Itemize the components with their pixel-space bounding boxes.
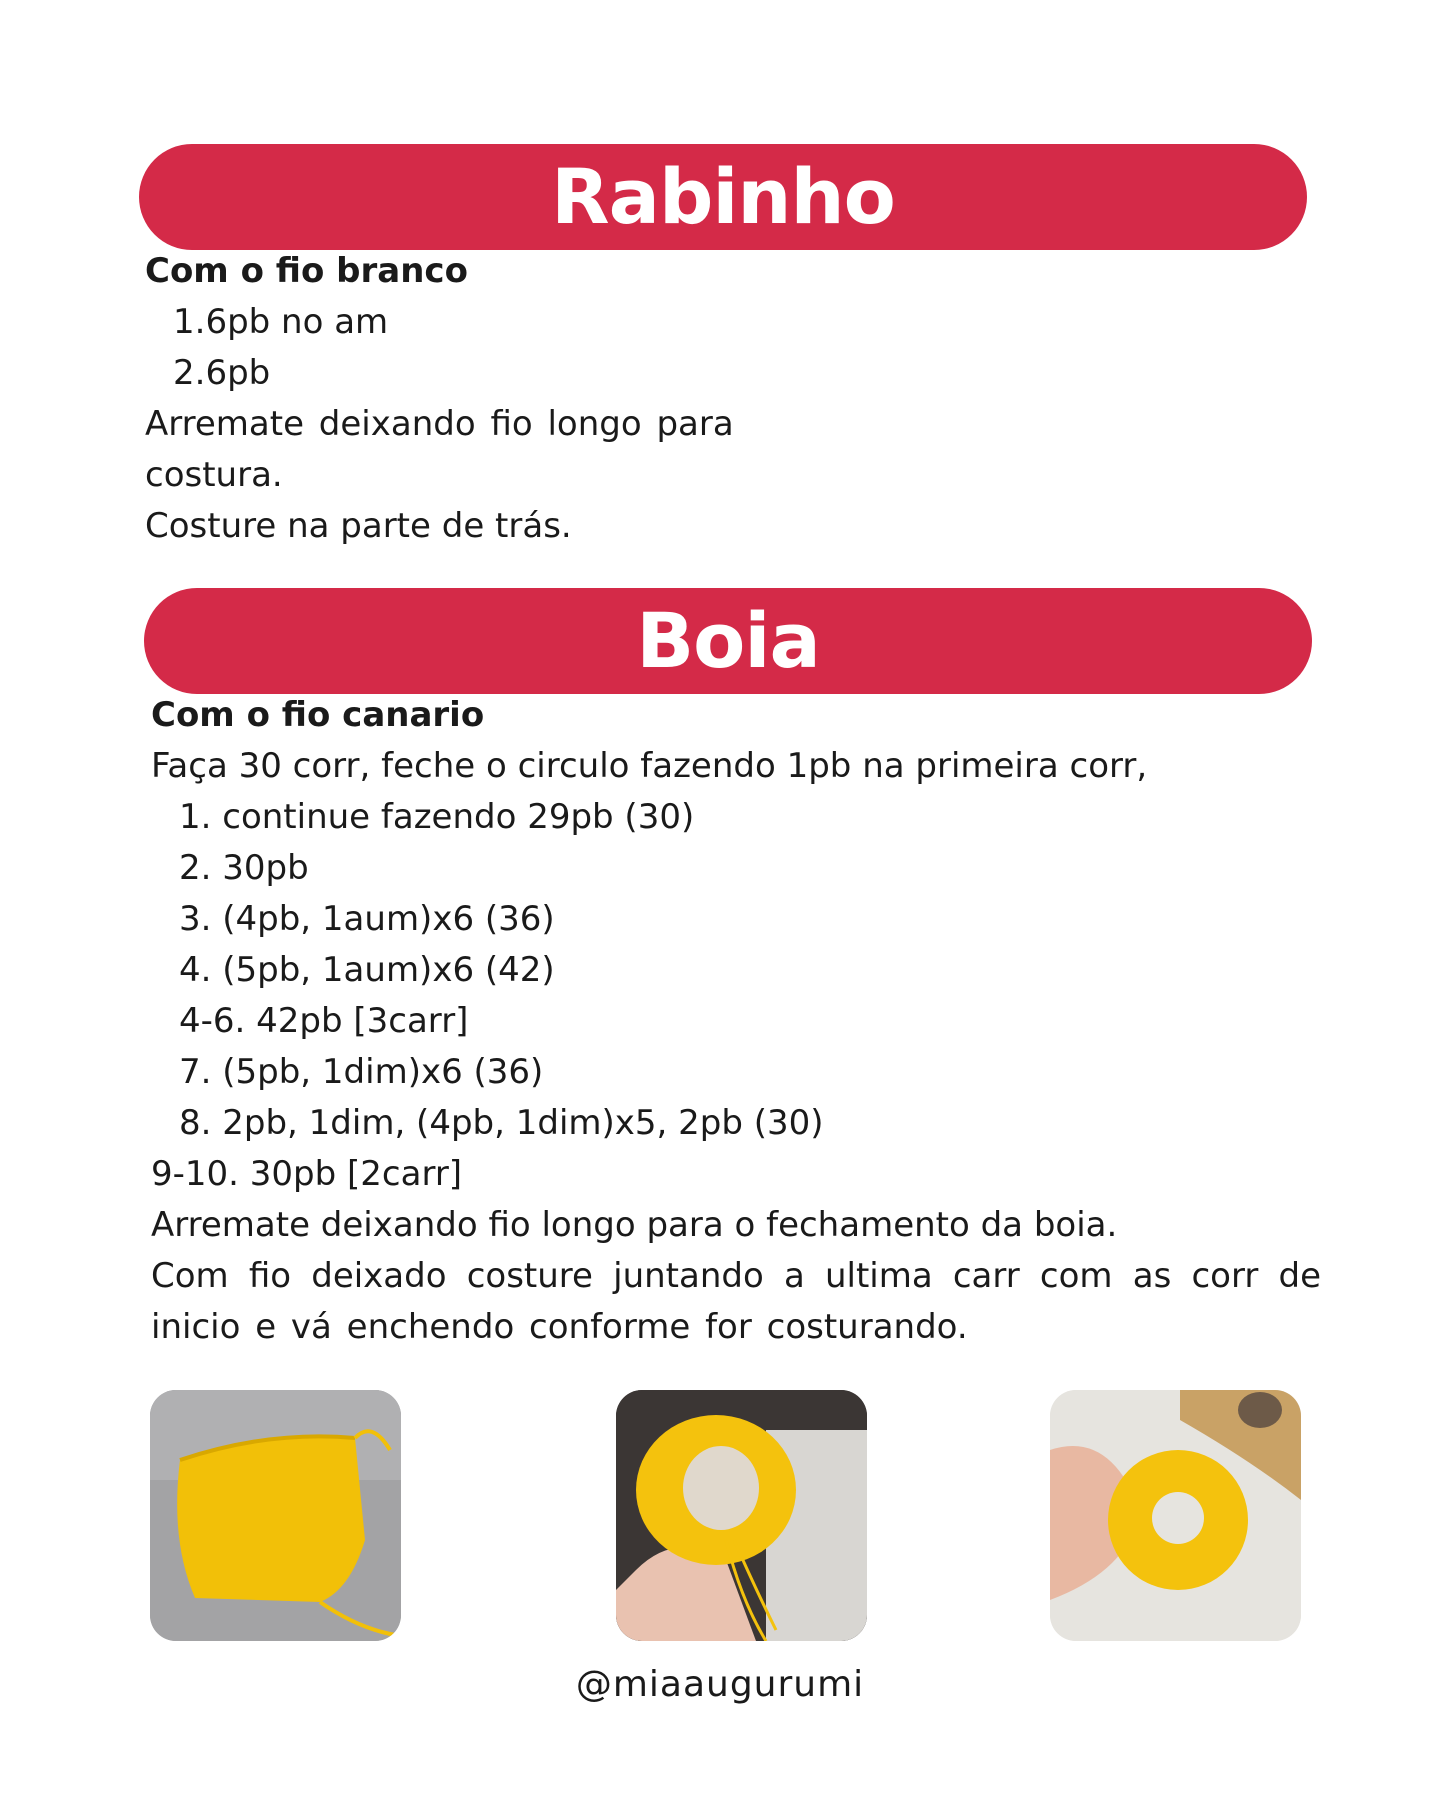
boia-final-step: 9-10. 30pb [2carr] [151,1154,463,1194]
boia-title-banner [144,588,1312,694]
boia-step: 4. (5pb, 1aum)x6 (42) [179,950,555,990]
rabinho-section [145,246,1325,552]
crochet-strip-icon [150,1390,401,1641]
boia-step: 4-6. 42pb [3carr] [179,1001,469,1041]
yellow-crochet-ring-sewing-photo [616,1390,867,1641]
rabinho-note: costura. [145,455,283,495]
rabinho-heading: Com o fio branco [145,251,468,291]
boia-step: 3. (4pb, 1aum)x6 (36) [179,899,555,939]
rabinho-note: Arremate deixando fio longo para [145,404,734,444]
boia-step: 1. continue fazendo 29pb (30) [179,797,695,837]
rabinho-step: 1.6pb no am [173,302,389,342]
crochet-ring-sewing-icon [616,1390,867,1641]
rabinho-note: Costure na parte de trás. [145,506,572,546]
boia-section [151,690,1321,1353]
boia-step: 2. 30pb [179,848,309,888]
yellow-crochet-strip-photo [150,1390,401,1641]
boia-step: 7. (5pb, 1dim)x6 (36) [179,1052,544,1092]
crochet-ring-finished-icon [1050,1390,1301,1641]
boia-intro: Faça 30 corr, feche o circulo fazendo 1pb na primeira corr, [151,746,1148,786]
rabinho-step: 2.6pb [173,353,271,393]
boia-heading: Com o fio canario [151,695,485,735]
boia-note: Arremate deixando fio longo para o fechamento da boia. [151,1205,1118,1245]
rabinho-title: Rabinho [551,152,895,241]
yellow-crochet-ring-finished-photo [1050,1390,1301,1641]
rabinho-title-banner [139,144,1307,250]
boia-title: Boia [636,596,820,685]
boia-step: 8. 2pb, 1dim, (4pb, 1dim)x5, 2pb (30) [179,1103,824,1143]
author-handle: @miaaugurumi [575,1664,865,1705]
boia-note: Com fio deixado costure juntando a ultima carr com as corr de inicio e vá enchendo conforme for costurando. [151,1256,1321,1347]
